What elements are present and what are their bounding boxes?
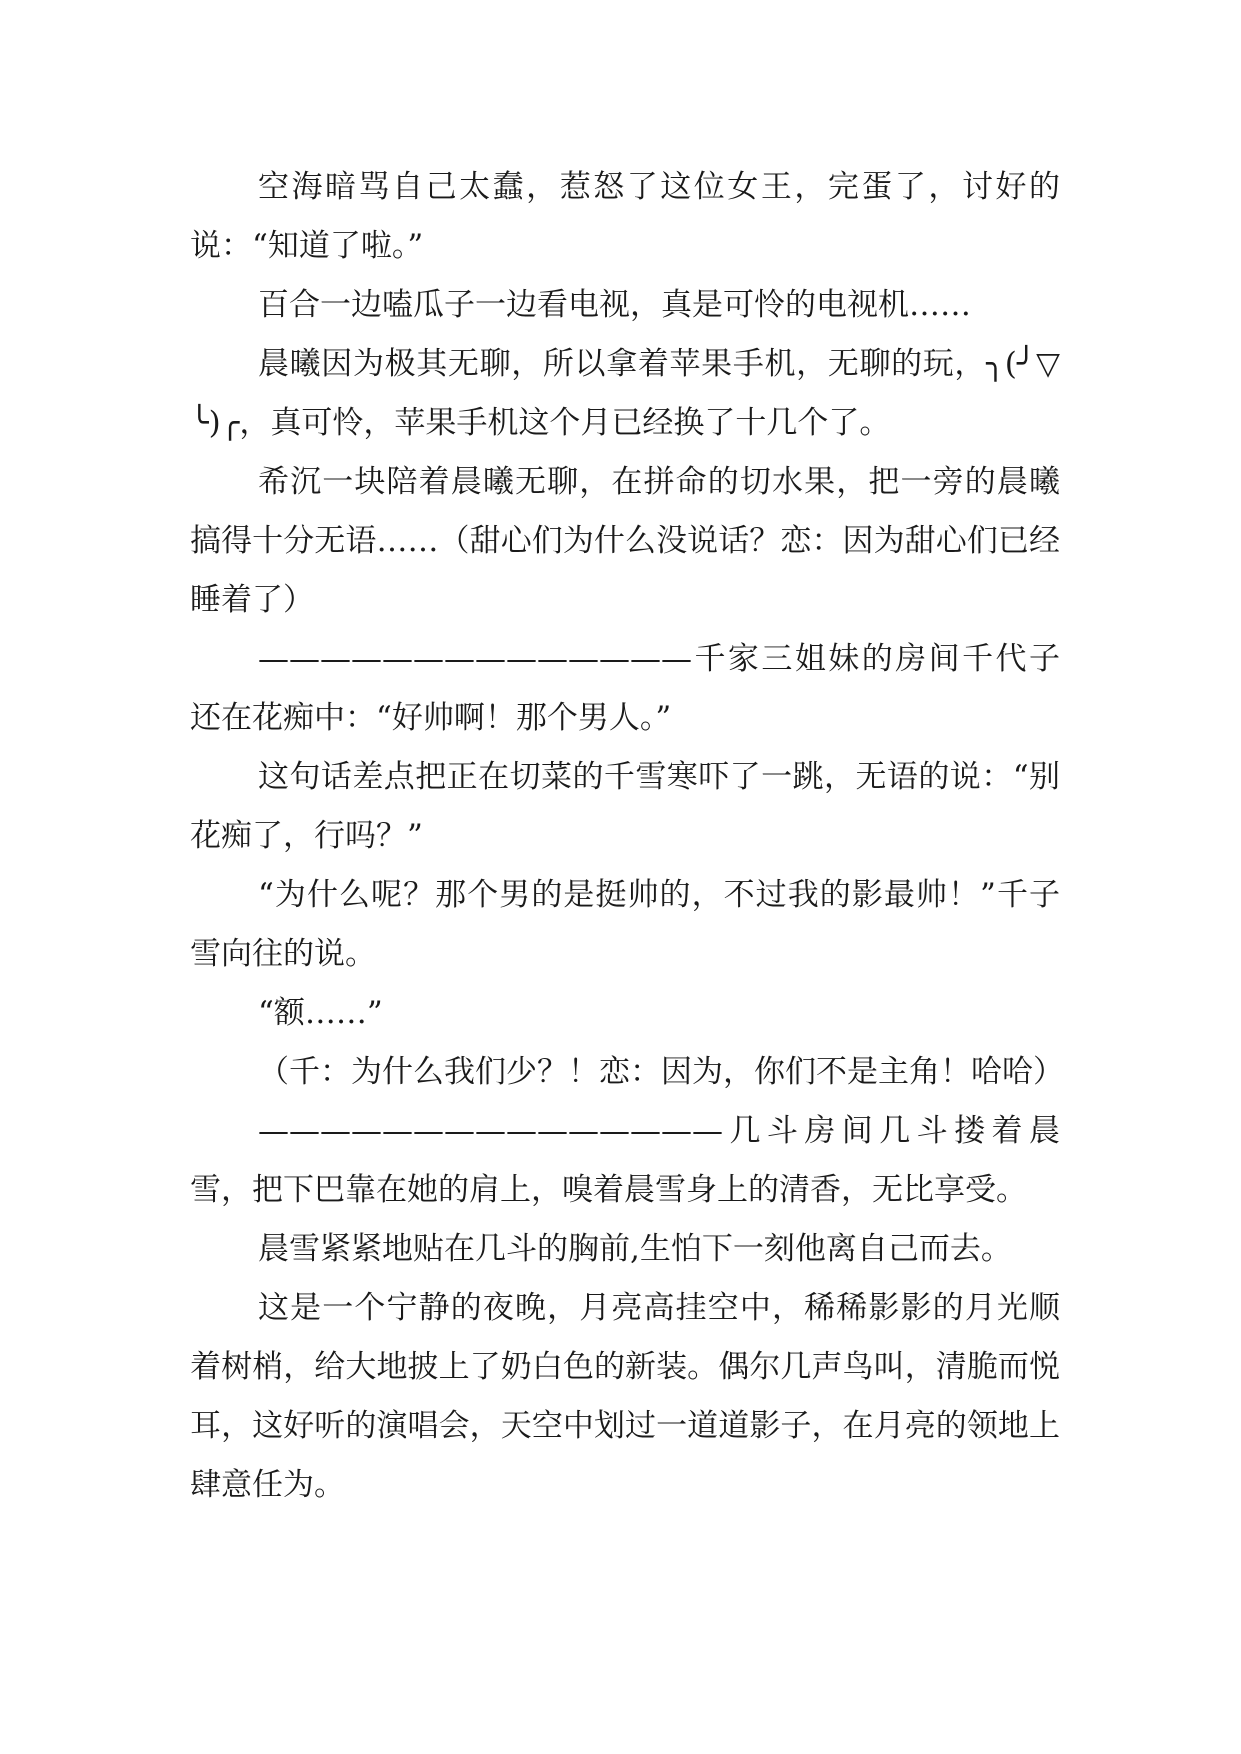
document-body [190,158,1064,1515]
paragraph: “为什么呢？那个男的是挺帅的，不过我的影最帅！”千子雪向往的说。 [190,877,1060,972]
paragraph: 这是一个宁静的夜晚，月亮高挂空中，稀稀影影的月光顺着树梢，给大地披上了奶白色的新装。偶尔几声鸟叫，清脆而悦耳，这好听的演唱会，天空中划过一道道影子，在月亮的领地上肆意任为。 [190,1290,1060,1503]
paragraph: ——————————————千家三姐妹的房间千代子还在花痴中：“好帅啊！那个男人。” [190,641,1060,736]
paragraph: 空海暗骂自己太蠢，惹怒了这位女王，完蛋了，讨好的说：“知道了啦。” [190,169,1060,264]
paragraph: 这句话差点把正在切菜的千雪寒吓了一跳，无语的说：“别花痴了，行吗？” [190,759,1060,854]
paragraph: 晨雪紧紧地贴在几斗的胸前,生怕下一刻他离自己而去。 [258,1231,1012,1267]
paragraph: 希沉一块陪着晨曦无聊，在拼命的切水果，把一旁的晨曦搞得十分无语……（甜心们为什么没说话？恋：因为甜心们已经睡着了） [190,464,1060,618]
paragraph: （千：为什么我们少？！恋：因为，你们不是主角！哈哈） [258,1054,1064,1090]
paragraph: 百合一边嗑瓜子一边看电视，真是可怜的电视机…… [258,287,971,323]
paragraph: 晨曦因为极其无聊，所以拿着苹果手机，无聊的玩，╮(╯▽╰)╭，真可怜，苹果手机这个月已经换了十几个了。 [190,346,1060,441]
paragraph: “额……” [258,995,383,1031]
paragraph: ———————————————几斗房间几斗搂着晨雪，把下巴靠在她的肩上，嗅着晨雪身上的清香，无比享受。 [190,1113,1060,1208]
